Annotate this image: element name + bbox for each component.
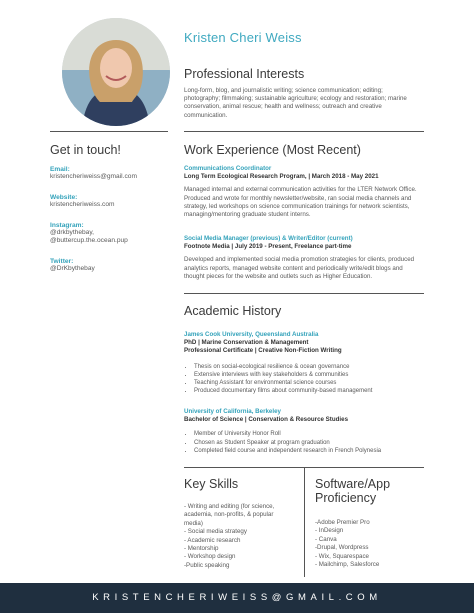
right-divider-top bbox=[184, 131, 424, 132]
experience-heading: Work Experience (Most Recent) bbox=[184, 143, 361, 157]
skills-list bbox=[184, 503, 300, 570]
job-2 bbox=[184, 235, 424, 281]
job-2-desc: Developed and implemented social media promotion strategies for clients, produced analytics reports, managed website content and periodically write/edit blogs and thought pieces for the website and outlets such as Higher Education. bbox=[184, 256, 415, 280]
portrait-image bbox=[62, 18, 170, 126]
list-item: - Mailchimp, Salesforce bbox=[315, 561, 380, 569]
school-1-name: James Cook University, Queensland Australia bbox=[184, 331, 319, 338]
list-item: - Academic research bbox=[184, 536, 241, 544]
contact-website bbox=[50, 194, 115, 209]
list-item: -Adobe Premier Pro bbox=[315, 519, 370, 526]
interests-heading: Professional Interests bbox=[184, 67, 305, 81]
academic-heading: Academic History bbox=[184, 304, 282, 318]
list-item: • Teaching Assistant for environmental science courses bbox=[194, 379, 424, 387]
contact-heading: Get in touch! bbox=[50, 143, 121, 157]
school-2-name: University of California, Berkeley bbox=[184, 408, 281, 415]
skills-vertical-divider bbox=[304, 467, 305, 577]
list-item: • Extensive interviews with key stakeholders & communities bbox=[194, 371, 424, 379]
list-item: • Completed field course and independent research in French Polynesia bbox=[194, 447, 424, 455]
list-item: • Chosen as Student Speaker at program graduation bbox=[194, 439, 424, 447]
school-2-bullets bbox=[184, 430, 424, 455]
job-2-title: Social Media Manager (previous) & Writer/Editor (current) bbox=[184, 235, 353, 242]
school-1-degree-2: Professional Certificate | Creative Non-Fiction Writing bbox=[184, 347, 342, 355]
list-item: - Writing and editing (for science, bbox=[184, 503, 275, 510]
school-1-bullets bbox=[184, 363, 424, 396]
left-divider-top bbox=[50, 131, 168, 132]
software-heading bbox=[315, 477, 390, 505]
school-2-degree-1: Bachelor of Science | Conservation & Resource Studies bbox=[184, 416, 349, 424]
instagram-label: Instagram: bbox=[50, 222, 84, 229]
list-item: -Public speaking bbox=[184, 561, 230, 569]
instagram-value-1[interactable]: @drkbythebay, bbox=[50, 229, 94, 236]
job-2-org: Footnote Media | July 2019 - Present, Freelance part-time bbox=[184, 243, 352, 251]
footer-email-banner[interactable]: KRISTENCHERIWEISS@GMAIL.COM bbox=[0, 583, 474, 613]
list-item: - Social media strategy bbox=[184, 528, 247, 536]
candidate-name: Kristen Cheri Weiss bbox=[184, 30, 302, 45]
list-item: • Produced documentary films about community-based management bbox=[194, 387, 424, 395]
job-1-desc: Managed internal and external communication activities for the LTER Network Office. Produced and wrote for monthly newsletter/website, ran social media channels and strategy, led workshops on science communication trainings for network scientists, managing/mentoring graduate student interns. bbox=[184, 186, 417, 219]
software-list bbox=[315, 519, 425, 569]
contact-twitter bbox=[50, 258, 95, 273]
list-item: • Thesis on social-ecological resilience & ocean governance bbox=[194, 363, 424, 371]
software-heading-line-2: Proficiency bbox=[315, 491, 377, 505]
list-item: - Canva bbox=[315, 535, 337, 543]
school-1-degree-1: PhD | Marine Conservation & Management bbox=[184, 339, 309, 347]
job-1-org: Long Term Ecological Research Program, | March 2018 - May 2021 bbox=[184, 173, 379, 181]
list-item: - Wix, Squarespace bbox=[315, 552, 369, 560]
profile-photo bbox=[62, 18, 170, 126]
website-value[interactable]: kristencheriweiss.com bbox=[50, 201, 115, 208]
job-1-title: Communications Coordinator bbox=[184, 165, 272, 172]
job-1 bbox=[184, 165, 424, 219]
school-2 bbox=[184, 408, 424, 455]
software-heading-line-1: Software/App bbox=[315, 477, 391, 491]
list-item: academia, non-profits, & popular bbox=[184, 511, 274, 519]
website-label: Website: bbox=[50, 194, 78, 201]
contact-email bbox=[50, 166, 137, 181]
instagram-value-2[interactable]: @buttercup.the.ocean.pup bbox=[50, 237, 128, 245]
divider-experience bbox=[184, 293, 424, 294]
school-1 bbox=[184, 331, 424, 395]
list-item: - Mentorship bbox=[184, 545, 219, 553]
email-label: Email: bbox=[50, 166, 70, 173]
interests-text: Long-form, blog, and journalistic writing; science communication; editing; photography; filmmaking; sustainable agriculture; ecology and restoration; marine conservation, animal rescue; health and wellness; outreach and creative communication. bbox=[184, 87, 407, 119]
list-item: media) bbox=[184, 519, 203, 527]
list-item: - Workshop design bbox=[184, 553, 236, 561]
list-item: • Member of University Honor Roll bbox=[194, 430, 424, 438]
list-item: - InDesign bbox=[315, 527, 344, 535]
twitter-label: Twitter: bbox=[50, 258, 74, 265]
contact-instagram bbox=[50, 222, 128, 246]
list-item: -Drupal, Wordpress bbox=[315, 544, 369, 552]
twitter-value[interactable]: @DrKbythebay bbox=[50, 265, 95, 272]
email-value[interactable]: kristencheriweiss@gmail.com bbox=[50, 173, 137, 180]
skills-heading: Key Skills bbox=[184, 477, 239, 491]
